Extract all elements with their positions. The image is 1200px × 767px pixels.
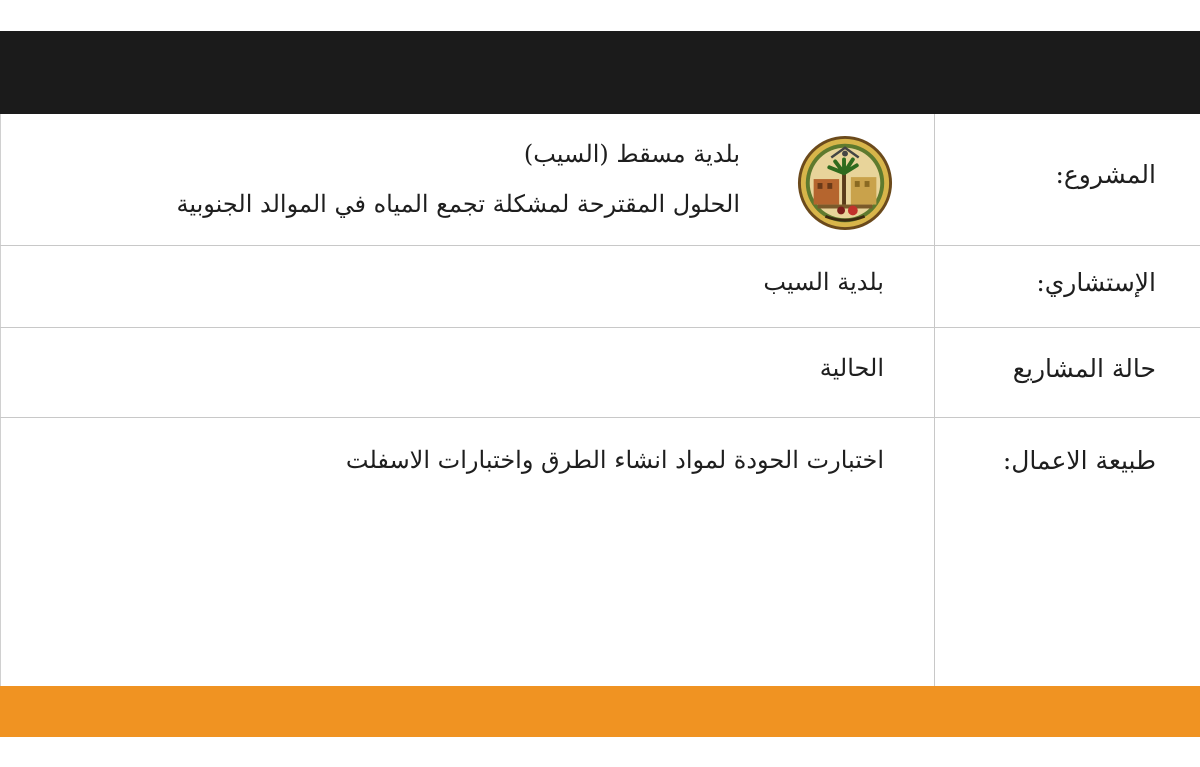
table-row-status: [0, 328, 1200, 418]
status-value: الحالية: [819, 354, 884, 382]
work-type-value: اختبارت الحودة لمواد انشاء الطرق واختبارات الاسفلت: [345, 446, 884, 474]
table-row-work-type: [0, 418, 1200, 686]
table-row-consultant: [0, 246, 1200, 328]
project-info-table: [0, 114, 1200, 686]
project-name-line2: الحلول المقترحة لمشكلة تجمع المياه في الموالد الجنوبية: [176, 190, 740, 218]
consultant-label: الإستشاري:: [1036, 268, 1156, 297]
work-type-label: طبيعة الاعمال:: [1002, 446, 1156, 475]
consultant-value: بلدية السيب: [763, 268, 884, 296]
status-label: حالة المشاريع: [1012, 354, 1156, 383]
project-name-line1: بلدية مسقط (السيب): [523, 140, 740, 168]
footer-bar: [0, 686, 1200, 737]
column-divider: [934, 114, 935, 686]
header-bar: [0, 31, 1200, 114]
project-label: المشروع:: [1055, 160, 1156, 189]
table-row-project: [0, 114, 1200, 246]
muscat-municipality-logo: [796, 134, 894, 232]
